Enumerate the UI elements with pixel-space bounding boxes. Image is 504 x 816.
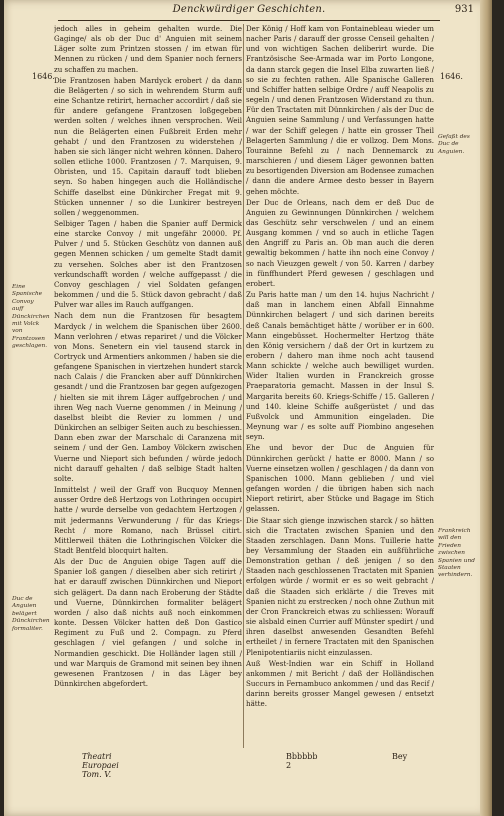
book-title: Theatri Europaei Tom. V. (82, 752, 119, 779)
paragraph: Die Frantzosen haben Mardyck erobert / da dann die Belägerten / so sich in wehrendem Sturm auff eine Schantze retirirt, hernacher accordirt / daß sie für andere gefangene Frantzosen loßgegeben werden solten / welches ihnen versprochen. Weil nun die Belägerten einen Fußbreit Erden mehr gehabt / und den Frantzosen zu widerstehen / haben sie sich länger nicht wehren können. Dahero sollen etliche 1000. Frantzosen / 7. Marquisen, 9. Obristen, und 15. Capitain darauff todt blieben seyn. So haben hingegen auch die Holländische Schiffe daselbst eine Dünkircher Fregat mit 9. Stücken unnenner / so die Lunkirer bestreyen sollen / weggenommen. (54, 75, 242, 217)
paragraph: jedoch alles in geheim gehalten wurde. Die Gaginge/ als ob der Duc d' Anguien mit seinem Läger solte zum Printzen stossen / im etwan für Mennen zu rücken / und dem Spanier noch ferners zu schaffen zu machen. (54, 24, 242, 74)
paragraph: Auß West-Indien war ein Schiff in Holland ankommen / mit Bericht / daß der Holländischen Succurs in Fernambuco ankommen / und das Recif / darinn bereits grosser Mangel gewesen / entsetzt hätte. (246, 658, 434, 709)
paragraph: Zu Paris hatte man / um den 14. hujus Nachricht / daß man in lanchem einen Abfall Einnahme Dünnkirchen belagert / und sich darinen bereits deß Canals bemächtiget hätte / worüber er in 600. Mann eingebüsset. Hochermelter Hertzog thäte den König versichern / daß der Ort in kurtzem zu erobern / dahero man ihme noch acht tausend Mann schickte / welche auch bewilliget wurden. Wider Italien wurden in Franckreich grosse Praeparatoria gemacht. Massen in der Insul S. Margarita bereits 60. Kriegs-Schiffe / 15. Galleren / und 140. kleine Schiffe außgerüstet / und das Fußvolck und Ammunition eingeladen. Die Meynung war / es solte auff Piombino angesehen seyn. (246, 290, 434, 442)
paragraph: Die Staar sich gienge inzwischen starck / so hätten sich die Tractaten zwischen Spanien und den Staaden zerschlagen. Dann Mons. Tuillerie hatte bey Versammlung der Staaden ein außführliche Demonstration gethan / deß jenigen / so den Staaden nach geschlossenen Tractaten mit Spanien erfolgen würde / wormit er es so weit gebracht / daß die Staaden sich erklärte / die Treves mit Spanien nicht zu erstrecken / noch ohne Zuthun mit der Cron Franckreich etwas zu schliessen: Worauff sie alsbald einen Currier auff Münster spedirt / und ihren daselbst anwesenden Gesandten Befehl ertheilet / in fernere Tractaten mit den Spanischen Plenipotentiariis nicht einzulassen. (246, 515, 434, 657)
page-footer (54, 752, 436, 779)
year-left: 1646. (32, 72, 55, 81)
paragraph: Der Duc de Orleans, nach dem er deß Duc de Anguien zu Gewinnungen Dünnkirchen / welchem das Geschütz sehr verschwelen / und an einem Ausgang kommen / vnd so auch in etliche Tagen den Angriff zu Paris an. Ob man auch die deren gewaltig bekommen / hatte ihn noch eine Convoy / so nach Vieuzgen gewelt / von 50. Karren / darbey in fünffhundert Pferd gewesen / geschlagen und erobert. (246, 197, 434, 288)
page-number: 931 (454, 4, 474, 15)
left-column (54, 24, 242, 748)
page-header (58, 4, 474, 21)
paragraph: Inmittelst / weil der Graff von Bucquoy Mennen ausser Ordre deß Hertzogs von Lothringen occupirt hatte / wurde derselbe von gedachtem Hertzogen / mit jedermanns Verwunderung / für das Kriegs-Recht / more Romano, nach Brüssel citirt. Mittlerweil thäten die Lothringischen Völcker die Stadt Bentfeld blocquirt halten. (54, 485, 242, 555)
paragraph: Selbiger Tagen / haben die Spanier auff Dermick eine starcke Convoy / mit ungefähr 20000. Pf. Pulver / und 5. Stücken Geschütz von dannen auß gegen Mennen schicken / um gemelte Stadt damit zu versehen. Solches aber ist den Frantzosen verkundschafft worden / welche auffgepasst / die Convoy geschlagen / viel Soldaten gefangen bekommen / und die 5. Stück davon gebracht / daß Pulver war alles im Rauch auffgangen. (54, 218, 242, 310)
paragraph: Nach dem nun die Frantzosen für besagtem Mardyck / in welchem die Spanischen über 2600. Mann verlohren / etwas repariret / und die Völcker von Mons. Senetern ein viel tausend starck in Cortryck und Armentiers ankommen / haben sie die gefangene Spanischen in viertzehen hundert starck nach Calais / die Francken aber auff Dünnkirchen gesandt / und die Frantzosen bar gegen aufgezogen / hielten sie mit ihrem Läger auffgebrochen / und ihren Weg nach Vuerne genommen / in Meinung / daselbst bleibt die Revier zu lommen / und Dünkirchen an selbiger Seiten auch zu beschiessen. Dann eben zwar der Marschalc di Caranzena mit seinem / und der Gen. Lamboy Völckern zwischen Vuerne und Nieport sich befunden / würde jedoch nicht darauff gehalten / daß selbige Stadt halten solte. (54, 311, 242, 483)
marginal-note-anguien: Gefaßt des Duc de Anguien. (438, 134, 470, 155)
paragraph: Der König / Hoff kam von Fontainebleau wieder um nacher Paris / darauff der grosse Censeil gehalten / und von wichtigen Sachen deliberirt wurde. Die Frantzösische See-Armada war im Porto Longone, da dann starck gegen die Insel Elba zuwarten ließ / so sie zu fechten rathen. Alle Spanische Galleren und Schiffer hatten selbige Ordre / auff Neapolis zu segeln / und denen Frantzosen Widerstand zu thun. Für den Tractaten mit Dünnkirchen / als der Duc de Anguien seine Sammlung / und Verfassungen hatte / war der Schiff gelegen / hatte ein grosser Theil Belagerten Sammlung / die er vollzog. Dem Mons. Tourainne Befehl zu / nach Dennemarck zu marschieren / und diesem Läger gewonnen batten zu besortigenden Diversion am Bodensee zumachen / dann die andere Armee desto besser in Bayern gehen möchte. (246, 24, 434, 196)
column-divider (243, 24, 244, 748)
marginal-note-siege: Duc de Anguien belägert Dünckirchen formaliter. (12, 596, 50, 632)
right-column (246, 24, 434, 748)
signature-mark: Bbbbbb 2 (286, 752, 318, 770)
paragraph: Ehe und bevor der Duc de Anguien für Dünnkirchen gerückt / hatte er 8000. Mann / so Vuerne einsetzen wollen / geschlagen / da dann von Spanischen 1000. Mann geblieben / und viel gefangen worden / die übrigen haben sich nach Nieport retirirt, aber Stücke und Bagage im Stich gelassen. (246, 443, 434, 514)
year-right: 1646. (440, 72, 463, 81)
marginal-note-france: Frankreich will den Frieden zwischen Spanien und Staaten verhindern. (438, 528, 475, 579)
catchword: Bey (392, 752, 408, 761)
paragraph: Als der Duc de Anguien obige Tagen auff die Spanier loß gangen / dieselben aber sich retirirt / hat er darauff zwischen Dünnkirchen und Nieport sich gelägert. Da dann nach Eroberung der Städte und Vuerne, Dünnkirchen formaliter belägert worden / also daß nichts auß noch einkommen konte. Dessen Völcker hatten deß Don Gastico Regiment zu Fuß und 2. Compagn. zu Pferd geschlagen / viel gefangen / und solche in Normandien geschickt. Die Holländer lagen still / und war Marquis de Gramond mit seinen bey ihnen gewesenen Frantzosen / in das Läger bey Dünnkirchen abgefordert. (54, 557, 242, 688)
running-title: Denckwürdiger Geschichten. (172, 4, 326, 15)
page-edge (480, 0, 492, 816)
marginal-note-convoy: Eine Spanische Convoy auff Dünckirchen mit Volck von Frantzosen geschlagen. (12, 284, 50, 350)
